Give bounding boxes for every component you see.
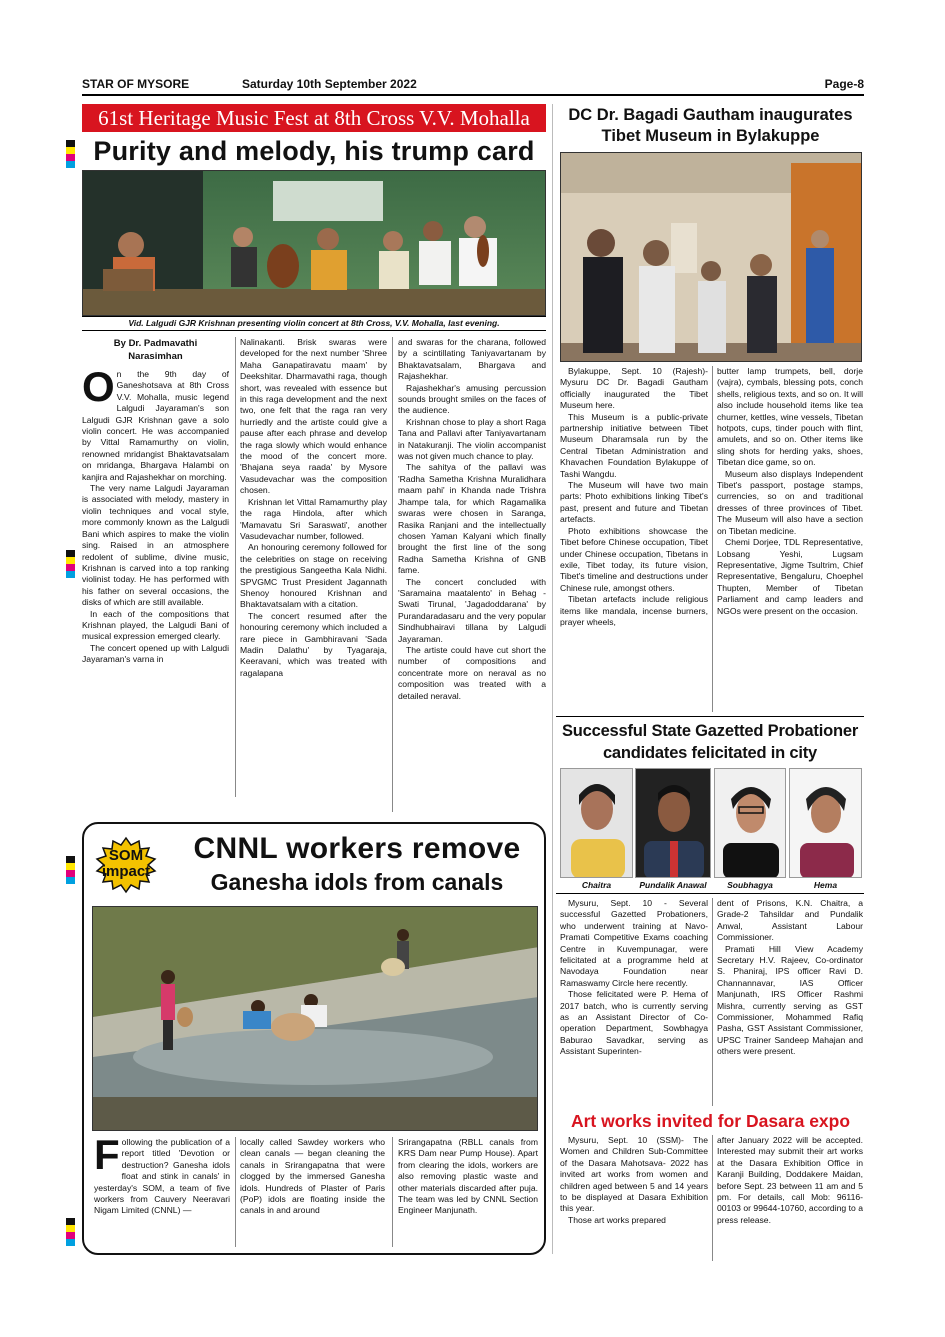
music-fest-banner: 61st Heritage Music Fest at 8th Cross V.V. Mohalla xyxy=(82,104,546,132)
som-impact-logo xyxy=(88,836,164,894)
column-rule xyxy=(235,337,236,797)
dasara-column-2: after January 2022 will be accepted. Interested may submit their art works at the Dasara Exhibition Office in Karanji Building, Doddakere Maidan, before Sept. 23 between 11 am and 5 pm. For details, call Mob: 96116-00103 or 99644-10760, according to a press release. xyxy=(717,1135,863,1225)
column-rule xyxy=(235,1137,236,1247)
publication-name: STAR OF MYSORE xyxy=(82,77,190,91)
drop-cap: F xyxy=(94,1137,120,1178)
dasara-headline: Art works invited for Dasara expo xyxy=(570,1111,851,1131)
column-rule xyxy=(392,337,393,812)
cnnl-column-2: locally called Sawdey workers who clean canals — began cleaning the canals in Srirangapatna that were clogged by the immersed Ganesha idols. Hundreds of Plaster of Paris (PoP) idols are floating inside the canals in and around xyxy=(240,1137,385,1216)
portrait-pundalik xyxy=(635,768,711,878)
logo-text-top: SOM xyxy=(108,847,144,864)
probationers-headline: Successful State Gazetted Probationer candidates felicitated in city xyxy=(561,722,859,762)
tibet-column-2: butter lamp trumpets, bell, dorje (vajra), cymbals, blessing pots, conch shells, religious texts, and so on. It will also include household items like tea churner, kettles, wine vessels, Tibetan hotpots, cups, tinder pouch with flint, amulets, and so on. Other items like sling shots for herding yaks, shoes, Tibetan dice game, so on. Museum also displays Independent Tibet's passport, postage stamps, currencies, so on and traditional dresses of three provinces of Tibet. The Museum will also have a section on Tibetan medicine. Chemi Dorjee, TDL Representative, Lobsang Yeshi, Lugsam Representative, Jigme Tsultrim, Chief Representative, Bengaluru, Choephel Thupten, Member of Tibetan Parliament and camp leaders and NGOs were present on the occasion. xyxy=(717,366,863,616)
registration-mark xyxy=(66,856,75,884)
probationers-column-1: Mysuru, Sept. 10 - Several successful Gazetted Probationers, who underwent training at Navo-Pramati Competitive Exams coaching Centre in Kuvempunagar, were felicitated at a programme held at Navodaya Foundation near Ramaswamy Circle here recently. Those felicitated were P. Hema of 2017 batch, who is currently serving as an Assistant Director of Co-operation Department, Sowbhagya Baburao Savadkar, serving as Assistant Superinten- xyxy=(560,898,708,1057)
drop-cap: O xyxy=(82,363,115,410)
portrait-hema xyxy=(789,768,862,878)
tibet-column-1: Bylakuppe, Sept. 10 (Rajesh)- Mysuru DC Dr. Bagadi Gautham officially inaugurated the Tibet Museum here. This Museum is a public-private partnership initiative between Tibet Museum Dharamsala run by the Central Tibetan Administration and Khavachen Foundation Bylakuppe of Tashi Wangdu. The Museum will have two main parts: Photo exhibitions linking Tibet's past, present and future and Tibetan artefacts. Photo exhibitions showcase the Tibet before Chinese occupation, Tibet under Chinese occupation, Tibetans in exile, Tibet today, its future vision, Tibet's timeline and destructions under Chinese rule, amongst others. Tibetan artefacts include religious items like mandala, incense burners, prayer wheels, xyxy=(560,366,708,627)
page-number: Page-8 xyxy=(824,77,864,91)
column-rule xyxy=(712,366,713,712)
cnnl-column-3: Srirangapatna (RBLL canals from KRS Dam near Pump House). Apart from clearing the idols, workers are also removing plastic waste and other materials discarded after puja. The team was led by CNNL Section Engineer Manjunath. xyxy=(398,1137,538,1216)
music-headline: Purity and melody, his trump card xyxy=(93,136,535,166)
cnnl-headline-1: CNNL workers remove xyxy=(193,832,521,865)
tibet-headline: DC Dr. Bagadi Gautham inaugurates Tibet Museum in Bylakuppe xyxy=(568,106,853,145)
probationers-column-2: dent of Prisons, K.N. Chaitra, a Grade-2 Tahsildar and Pundalik Anwal, Assistant Labour Commissioner. Pramati Hill View Academy Secretary H.V. Rajeev, Co-ordinator S. Phaniraj, IPS officer Ravi D. Channannavar, IAS Officer Manjunath, IRS Officer Rashmi Mishra, currently serving as GST Commissioner, Mohammed Rafiq Pasha, GST Assistant Commissioner, UPSC Trainer Sandeep Mahajan and others were present. xyxy=(717,898,863,1057)
portrait-chaitra xyxy=(560,768,633,878)
music-column-3: and swaras for the charana, followed by a scintillating Taniyavartanam by Bhaktavatsalam, Bhargava and Rajashekhar. Rajashekhar's amusing percussion sounds brought smiles on the faces of the audience. Krishnan chose to play a short Raga Tana and Pallavi after Taniyavartanam in Natakuranji. The violin accompanist was not given much chance to play. The sahitya of the pallavi was 'Radha Sametha Krishna Muralidhara maam pahi' in Khanda nade Trishra Jhampe tala, for which Ragamalika swaras were chosen in Saranga, Rasika Ranjani and the intellectually chosen Yaman Kalyani which finally brought the first line of the song Radha Sametha Krishna of GNB fame. The concert concluded with 'Saramaina maatalento' in Behag - Swati Tirunal, 'Jagadoddarana' by Purandaradasaru and the very popular Sindhubhairavi tillana by Lalgudi Jayaraman. The artiste could have cut short the number of compositions and concentrate more on neraval as no composition was treated with a detailed neraval. xyxy=(398,337,546,701)
portrait-soubhagya xyxy=(714,768,786,878)
issue-date: Saturday 10th September 2022 xyxy=(242,77,417,91)
concert-photo xyxy=(82,170,546,316)
header-rule xyxy=(82,94,864,96)
column-rule xyxy=(712,1135,713,1261)
registration-mark xyxy=(66,550,75,578)
name-label: Chaitra xyxy=(581,880,612,890)
concert-photo-caption: Vid. Lalgudi GJR Krishnan presenting violin concert at 8th Cross, V.V. Mohalla, last evening. xyxy=(128,318,500,328)
section-rule xyxy=(552,104,553,1254)
logo-text-bottom: impact xyxy=(101,863,151,880)
caption-rule xyxy=(556,893,864,894)
tibet-museum-photo xyxy=(560,152,862,362)
cnnl-column-1: Following the publication of a report titled 'Devotion or destruction? Ganesha idols float and stink in canals' in yesterday's SOM, a team of five workers from Cauvery Neeravari Nigam Limited (CNNL) — xyxy=(94,1137,230,1216)
cnnl-headline-2: Ganesha idols from canals xyxy=(210,869,504,895)
registration-mark xyxy=(66,1218,75,1246)
name-label: Hema xyxy=(813,880,838,890)
masthead xyxy=(82,77,864,95)
byline: By Dr. Padmavathi Narasimhan xyxy=(113,338,198,362)
name-label: Pundalik Anawal xyxy=(639,880,707,890)
caption-rule xyxy=(82,330,546,331)
section-rule xyxy=(556,716,864,717)
column-rule xyxy=(712,898,713,1106)
music-column-2: Nalinakanti. Brisk swaras were developed for the next number 'Shree Maha Ganapatiravatu maam' by Deekshitar. Dharmavathi raga, though short, was revealed with essence but in this raga development and the next two, one felt that the raga ran very hurriedly and the artiste could give a pause after each phrase and develop the raga slowly which would enhance the mood of the concert more. 'Bhajana seya raada' by Mysore Vasudevachar was the composition chosen. Krishnan let Vittal Ramamurthy play the raga Hindola, after which 'Mamavatu Sri Saraswati', another Vasudevachar number, followed. An honouring ceremony followed for the celebrities on stage on receiving the prestigious Sangeetha Kala Nidhi. SPVGMC Trust President Jagannath Shenoy honoured Krishnan and Bhaktavatsalam with a citation. The concert resumed after the honouring ceremony which included a rare piece in Gambhiravani 'Sada Madin Dalathu' by Tyagaraja, Keeravani, which was treated with ragalapana xyxy=(240,337,387,678)
column-rule xyxy=(392,1137,393,1247)
dasara-column-1: Mysuru, Sept. 10 (SSM)- The Women and Children Sub-Committee of the Dasara Mahotsava- 2022 has invited art works from women and children aged between 5 and 14 years to be displayed at Dasara Exhibition this year. Those art works prepared xyxy=(560,1135,708,1225)
canal-cleaning-photo xyxy=(92,906,538,1131)
music-column-1: By Dr. Padmavathi Narasimhan On the 9th day of Ganeshotsava at 8th Cross V.V. Mohalla, music legend Lalgudi Jayaraman's son Lalgudi GJR Krishnan gave a solo violin concert. He was accompanied by Vittal Ramamurthy on violin, renowned mridangist Bhaktavatsalam on mridanga, Bhargava Halambi on kanjira and Rajashekhar on morching. The very name Lalgudi Jayaraman is associated with melody, mastery in violin techniques and vocal style, more commonly known as the Lalgudi Bani which aspires to make the violin sing. Raised in an atmosphere redolent of sublime, divine music, Krishnan is carved into a top ranking violinist today. He has performed with his father on several occasions, the disks of which are still available. In each of the compositions that Krishnan played, the Lalgudi Bani of musical expression emerged clearly. The concert opened up with Lalgudi Jayaraman's varna in xyxy=(82,338,229,665)
registration-mark xyxy=(66,140,75,168)
caption-rule xyxy=(82,316,546,317)
name-label: Soubhagya xyxy=(727,880,773,890)
